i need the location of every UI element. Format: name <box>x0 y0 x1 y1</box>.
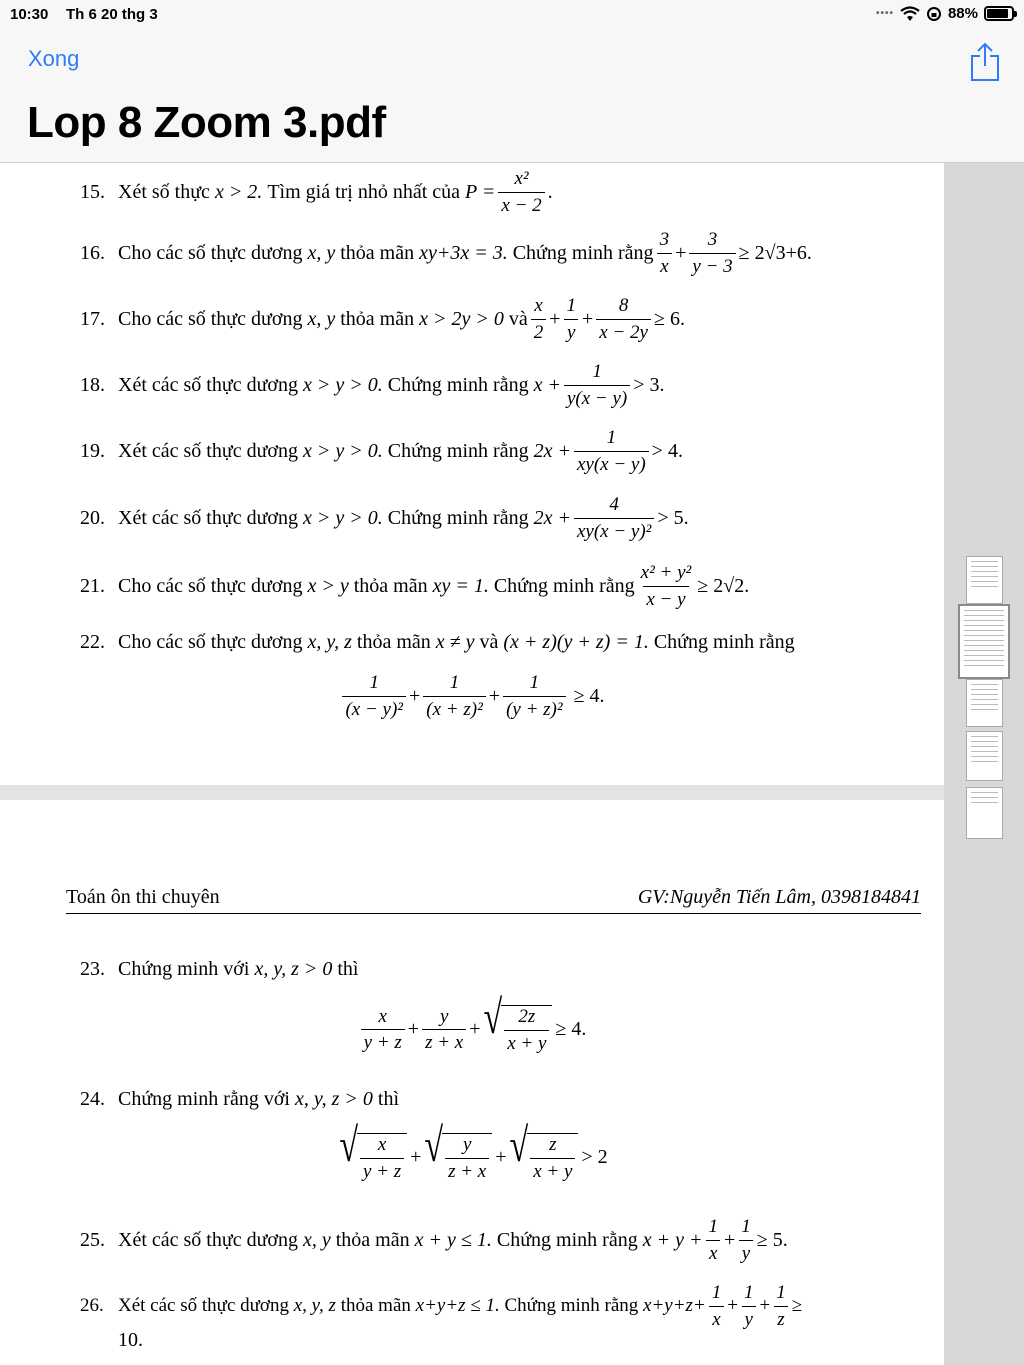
fraction <box>445 1134 489 1183</box>
fraction <box>564 361 630 410</box>
math: x, y, z <box>307 631 352 653</box>
problem-number: 23. <box>80 958 105 980</box>
problem-23 <box>80 958 359 981</box>
problem-24 <box>80 1088 399 1111</box>
problem-text: thỏa mãn <box>335 1228 410 1251</box>
problem-text: Chứng minh rằng <box>387 439 529 462</box>
signal-icon: •••• <box>875 8 894 19</box>
denominator: y + z <box>360 1158 404 1183</box>
problem-20 <box>80 494 689 543</box>
problem-25: 25. Xét các số thực dương x, y thỏa mãn x + y ≤ 1. Chứng minh rằng x + y + $\frac{1}{x}$ + $\frac{1}{y}$ ≥ 5. <box>80 1216 788 1264</box>
problem-text: thì <box>377 1088 400 1110</box>
pdf-page <box>0 800 944 1365</box>
math: 10. <box>118 1329 143 1351</box>
math: x > 2y > 0 <box>419 307 504 330</box>
numerator: 1 <box>606 427 617 448</box>
math: x > y > 0. <box>302 506 383 529</box>
math: x + y + <box>642 1228 703 1251</box>
done-button[interactable]: Xong <box>28 46 80 71</box>
math: x + <box>533 373 561 396</box>
numerator: 2z <box>518 1006 536 1027</box>
fraction <box>530 1134 575 1183</box>
math: x > y <box>307 574 349 597</box>
status-bar <box>0 0 1024 30</box>
problem-text: Chứng minh rằng <box>504 1295 639 1317</box>
problem-number: 24. <box>80 1088 105 1110</box>
math: . <box>547 180 553 203</box>
fraction <box>705 1216 721 1265</box>
math: x, y, z > 0 <box>294 1088 373 1110</box>
denominator: y <box>742 1306 756 1331</box>
problem-number: 22. <box>80 631 105 653</box>
problem-text: thỏa mãn <box>340 241 415 264</box>
math: x, y, z > 0 <box>254 958 333 980</box>
fraction <box>574 427 649 476</box>
math: ≥ <box>791 1295 803 1317</box>
numerator: 1 <box>592 361 602 382</box>
denominator: x + y <box>530 1158 575 1183</box>
problem-text: thỏa mãn <box>353 574 428 597</box>
fraction <box>564 295 580 344</box>
problem-number: 21. <box>80 574 105 597</box>
fraction <box>638 562 695 611</box>
wifi-icon <box>900 6 920 22</box>
problem-text: Xét các số thực dương <box>118 506 298 529</box>
denominator: x <box>709 1306 723 1331</box>
denominator: y <box>739 1240 753 1265</box>
denominator: x − 2y <box>596 319 651 344</box>
equation-23: $\frac{x}{y + z}$ + $\frac{y}{z + x}$ + √ $\frac{2z}{x + y}$ ≥ 4. <box>0 1005 944 1055</box>
problem-number: 15. <box>80 180 105 203</box>
battery-icon <box>984 6 1014 21</box>
math: 2x + <box>533 439 571 462</box>
page-header <box>66 886 921 914</box>
denominator: xy(x − y) <box>574 451 649 476</box>
numerator: z <box>549 1134 557 1155</box>
numerator: 3 <box>659 229 670 250</box>
numerator: y <box>462 1134 472 1155</box>
fraction <box>574 494 654 543</box>
status-time: 10:30 <box>10 6 49 23</box>
math: x > 2. <box>214 180 263 203</box>
numerator: x <box>534 295 543 316</box>
equation-22: $\frac{1}{\text{(x − y)²}}$ + $\frac{1}{\text{(x + z)²}}$ + $\frac{1}{\text{(y + z)²}}$ ≥ 4. <box>0 672 944 721</box>
problem-text: Xét các số thực dương <box>118 1295 289 1317</box>
math: > 3. <box>633 373 665 396</box>
fraction <box>596 295 651 344</box>
problem-text: Chứng minh rằng <box>387 373 529 396</box>
math: ≥ 6. <box>653 307 685 330</box>
math: > 5. <box>657 506 689 529</box>
math: 2x + <box>533 506 571 529</box>
math: x+y+z+ <box>643 1295 706 1317</box>
share-icon[interactable] <box>968 42 1002 82</box>
denominator: (y + z)² <box>503 696 566 721</box>
numerator: y <box>439 1005 449 1027</box>
problem-number: 26. <box>80 1295 104 1317</box>
math: ≥ 4. <box>573 684 605 707</box>
page-thumbnail-current[interactable] <box>958 604 1010 679</box>
status-right <box>876 5 1014 22</box>
page-thumbnail[interactable] <box>966 679 1003 727</box>
problem-19 <box>80 427 683 476</box>
numerator: 1 <box>449 672 460 693</box>
math: ≥ 2√3+6. <box>738 241 812 264</box>
math: > 2 <box>581 1146 608 1169</box>
problem-number: 16. <box>80 241 105 264</box>
math: P = <box>465 180 496 203</box>
fraction <box>709 1282 725 1331</box>
numerator: 1 <box>708 1216 718 1237</box>
denominator: z + x <box>422 1029 466 1054</box>
math: x + y ≤ 1. <box>414 1228 492 1251</box>
math: ≥ 2√2. <box>697 574 750 597</box>
problem-text: Chứng minh rằng với <box>118 1088 290 1110</box>
denominator: y − 3 <box>689 253 735 278</box>
problem-text: thỏa mãn <box>356 631 431 653</box>
problem-text: Chứng minh rằng <box>493 574 635 597</box>
problem-text: Cho các số thực dương <box>118 631 303 653</box>
math: xy = 1. <box>432 574 489 597</box>
problem-text: thỏa mãn <box>340 307 415 330</box>
numerator: x² <box>514 168 529 189</box>
square-root: √ $\frac{x}{y + z}$ <box>339 1133 407 1183</box>
math: x+y+z ≤ 1. <box>415 1295 500 1317</box>
problem-15 <box>80 168 553 217</box>
denominator: 2 <box>531 319 547 344</box>
equation-24: √ $\frac{x}{y + z}$ + √ $\frac{y}{z + x}$ + √ $\frac{z}{x + y}$ > 2 <box>339 1120 608 1182</box>
fraction <box>689 229 735 278</box>
problem-text: Chứng minh rằng <box>387 506 529 529</box>
math: x > y > 0. <box>302 373 383 396</box>
numerator: 3 <box>707 229 718 250</box>
denominator: y <box>564 319 578 344</box>
math: ≥ 5. <box>756 1228 788 1251</box>
fraction <box>657 229 673 278</box>
numerator: 1 <box>529 672 540 693</box>
numerator: 1 <box>776 1282 786 1303</box>
math: > 4. <box>651 439 683 462</box>
fraction <box>423 672 486 721</box>
page-thumbnail[interactable] <box>966 556 1003 604</box>
numerator: 1 <box>741 1216 751 1237</box>
denominator: x <box>657 253 671 278</box>
denominator: y(x − y) <box>564 385 630 410</box>
math: x > y > 0. <box>302 439 383 462</box>
problem-17: 17. Cho các số thực dương x, y thỏa mãn x > 2y > 0 và $\frac{x}{2}$ + $\frac{1}{y}$ + $\frac{8}{x - 2y}$ ≥ 6. <box>80 295 685 343</box>
problem-text: Chứng minh rằng <box>653 631 795 653</box>
nav-header <box>0 30 1024 163</box>
numerator: x <box>378 1005 387 1027</box>
problem-26: 26. Xét các số thực dương x, y, z thỏa mãn x+y+z ≤ 1. Chứng minh rằng x+y+z+ $\frac{1}{x}$ + $\frac{1}{y}$ + $\frac{1}{z}$ ≥ <box>80 1282 803 1330</box>
numerator: 4 <box>609 494 619 515</box>
math: x, y <box>307 307 336 330</box>
problem-text: và <box>508 307 528 330</box>
problem-number: 19. <box>80 439 105 462</box>
math: xy+3x = 3. <box>419 241 508 264</box>
problem-number: 25. <box>80 1228 105 1251</box>
page-thumbnail[interactable] <box>966 731 1003 781</box>
problem-number: 18. <box>80 373 105 396</box>
square-root: √ $\frac{y}{z + x}$ <box>424 1133 492 1183</box>
denominator: z <box>774 1306 787 1331</box>
math: ≥ 4. <box>555 1018 587 1041</box>
status-date: Th 6 20 thg 3 <box>66 6 158 23</box>
problem-26-cont <box>80 1329 143 1352</box>
square-root: √ $\frac{z}{x + y}$ <box>510 1133 579 1183</box>
problem-text: Xét số thực <box>118 180 210 203</box>
problem-text: thì <box>337 958 359 980</box>
math: x, y <box>302 1228 331 1251</box>
header-right: GV:Nguyễn Tiến Lâm, 0398184841 <box>637 886 921 908</box>
math: (x + z)(y + z) = 1. <box>503 631 649 653</box>
fraction <box>360 1134 404 1183</box>
denominator: xy(x − y)² <box>574 518 654 543</box>
fraction <box>498 168 544 217</box>
square-root: √ $\frac{2z}{x + y}$ <box>484 1005 553 1055</box>
problem-text: Chứng minh rằng <box>512 241 654 264</box>
problem-text: và <box>479 631 499 653</box>
problem-number: 17. <box>80 307 105 330</box>
fraction <box>361 1006 405 1055</box>
denominator: z + x <box>445 1158 489 1183</box>
fraction <box>503 672 566 721</box>
numerator: 1 <box>566 295 577 316</box>
document-title: Lop 8 Zoom 3.pdf <box>27 98 386 147</box>
problem-text: Cho các số thực dương <box>118 307 303 330</box>
numerator: 1 <box>369 672 379 693</box>
problem-18 <box>80 361 665 410</box>
problem-text: Cho các số thực dương <box>118 574 303 597</box>
rotation-lock-icon <box>926 6 942 22</box>
page-thumbnail[interactable] <box>966 787 1003 839</box>
numerator: 8 <box>618 295 629 316</box>
problem-text: Xét các số thực dương <box>118 373 298 396</box>
problem-16 <box>80 229 812 278</box>
denominator: y + z <box>361 1029 405 1054</box>
battery-percent: 88% <box>947 5 978 22</box>
problem-number: 20. <box>80 506 105 529</box>
problem-21 <box>80 562 749 611</box>
problem-22 <box>80 631 795 654</box>
denominator: x − y <box>643 586 688 611</box>
denominator: x − 2 <box>498 192 544 217</box>
fraction <box>342 672 406 721</box>
fraction <box>531 295 547 344</box>
fraction <box>741 1282 757 1331</box>
math: x, y <box>307 241 336 264</box>
problem-text: Chứng minh với <box>118 958 250 980</box>
problem-text: Tìm giá trị nhỏ nhất của <box>267 180 461 203</box>
problem-text: Xét các số thực dương <box>118 439 298 462</box>
math: + <box>675 241 687 264</box>
math: x ≠ y <box>435 631 475 653</box>
numerator: 1 <box>711 1282 722 1303</box>
denominator: (x − y)² <box>342 696 406 721</box>
numerator: x² + y² <box>640 562 692 583</box>
fraction <box>738 1216 754 1265</box>
denominator: x <box>706 1240 720 1265</box>
fraction <box>773 1282 789 1331</box>
numerator: x <box>377 1134 387 1155</box>
fraction <box>504 1006 549 1055</box>
header-left: Toán ôn thi chuyên <box>66 886 220 908</box>
denominator: (x + z)² <box>423 696 486 721</box>
fraction <box>422 1006 466 1055</box>
problem-text: Cho các số thực dương <box>118 241 303 264</box>
denominator: x + y <box>504 1030 549 1055</box>
math: x, y, z <box>293 1295 336 1317</box>
problem-text: thỏa mãn <box>340 1295 411 1317</box>
problem-text: Chứng minh rằng <box>496 1228 638 1251</box>
numerator: 1 <box>743 1282 754 1303</box>
problem-text: Xét các số thực dương <box>118 1228 298 1251</box>
